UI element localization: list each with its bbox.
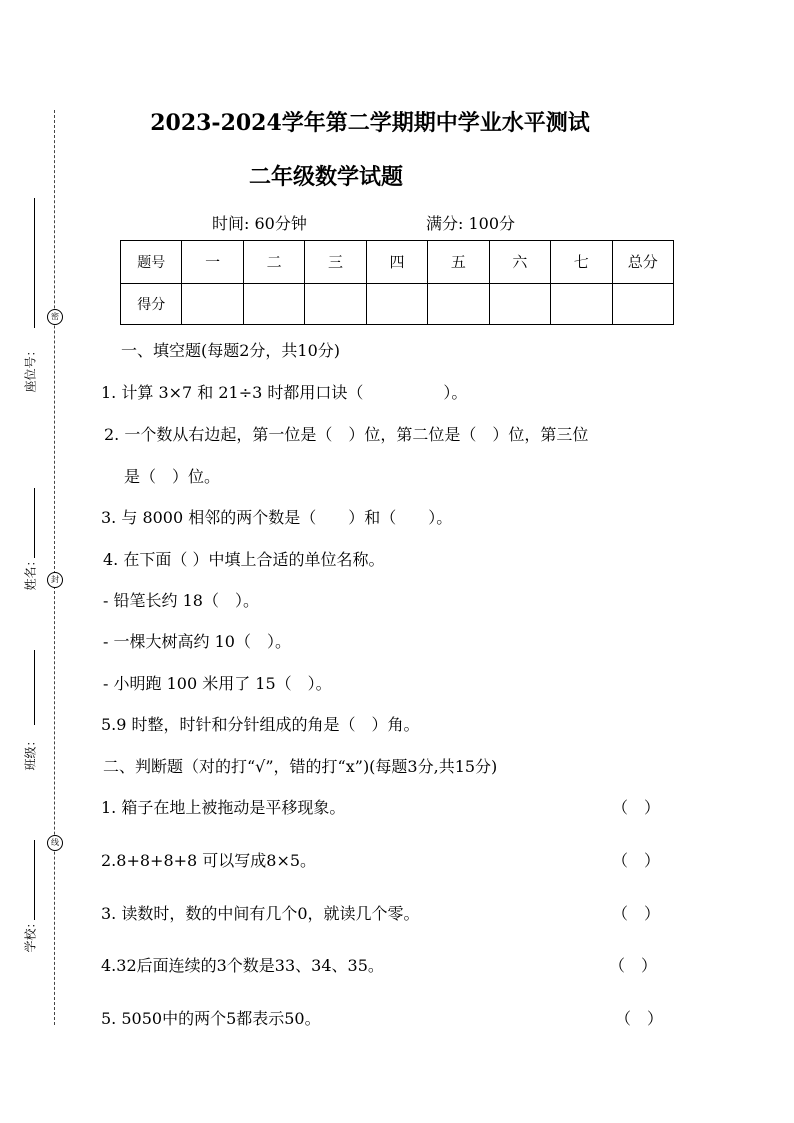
section1-question-4: 4. 在下面（ ）中填上合适的单位名称。 — [103, 550, 385, 569]
exam-subtitle: 二年级数学试题 — [248, 164, 403, 190]
section1-heading: 一、填空题(每题2分，共10分) — [121, 341, 341, 360]
section1-question-4b: - 一棵大树高约 10（ ）。 — [103, 632, 291, 651]
score-input-cell[interactable] — [551, 283, 612, 324]
binding-dashed-line — [54, 110, 55, 1025]
table-cell: 总分 — [612, 241, 674, 284]
score-input-cell[interactable] — [182, 283, 243, 324]
score-input-cell[interactable] — [428, 283, 489, 324]
section1-question-2-line1: 2. 一个数从右边起，第一位是（ ）位，第二位是（ ）位，第三位 — [104, 425, 589, 444]
answer-paren[interactable]: （ ） — [612, 851, 661, 870]
answer-paren[interactable]: （ ） — [612, 904, 661, 923]
seal-mark-feng: 封 — [47, 572, 63, 588]
section1-question-4a: - 铅笔长约 18（ ）。 — [103, 591, 259, 610]
section1-question-1: 1. 计算 3×7 和 21÷3 时都用口诀（ ）。 — [101, 383, 468, 402]
score-table-header-row — [121, 241, 674, 284]
table-cell: 题号 — [121, 241, 182, 284]
section1-question-3: 3. 与 8000 相邻的两个数是（ ）和（ ）。 — [101, 508, 453, 527]
section2-question-1: 1. 箱子在地上被拖动是平移现象。 — [101, 798, 346, 817]
table-cell: 五 — [428, 241, 489, 284]
exam-full-score: 满分: 100分 — [426, 214, 516, 233]
name-fill-line — [34, 488, 35, 558]
table-cell: 一 — [182, 241, 243, 284]
seal-mark-xian: 线 — [47, 835, 63, 851]
table-cell: 四 — [366, 241, 427, 284]
score-input-cell[interactable] — [243, 283, 304, 324]
section1-question-4c: - 小明跑 100 米用了 15（ ）。 — [103, 674, 332, 693]
table-cell: 七 — [551, 241, 612, 284]
exam-time: 时间: 60分钟 — [212, 214, 307, 233]
score-table-score-row — [121, 283, 674, 324]
score-input-cell[interactable] — [305, 283, 366, 324]
section2-question-5: 5. 5050中的两个5都表示50。 — [101, 1009, 321, 1028]
class-fill-line — [34, 650, 35, 725]
seat-label: 座位号： — [23, 344, 38, 393]
score-input-cell[interactable] — [489, 283, 550, 324]
answer-paren[interactable]: （ ） — [609, 956, 658, 975]
section1-question-5: 5.9 时整，时针和分针组成的角是（ ）角。 — [101, 715, 420, 734]
seal-mark-mi: 密 — [47, 309, 63, 325]
answer-paren[interactable]: （ ） — [612, 798, 661, 817]
score-table — [120, 240, 674, 325]
section2-question-3: 3. 读数时，数的中间有几个0，就读几个零。 — [101, 904, 420, 923]
class-label: 班级： — [23, 734, 38, 771]
school-label: 学校： — [23, 916, 38, 953]
section2-question-2: 2.8+8+8+8 可以写成8×5。 — [101, 851, 317, 870]
score-input-cell[interactable] — [612, 283, 674, 324]
score-input-cell[interactable] — [366, 283, 427, 324]
answer-paren[interactable]: （ ） — [615, 1009, 664, 1028]
section2-heading: 二、判断题（对的打“√”，错的打“x”)(每题3分,共15分) — [103, 757, 498, 776]
table-cell: 得分 — [121, 283, 182, 324]
school-fill-line — [34, 840, 35, 920]
seat-fill-line — [34, 198, 35, 328]
section2-question-4: 4.32后面连续的3个数是33、34、35。 — [101, 956, 384, 975]
name-label: 姓名： — [23, 554, 38, 591]
section1-question-2-line2: 是（ ）位。 — [124, 467, 221, 486]
table-cell: 二 — [243, 241, 304, 284]
exam-title: 2023-2024学年第二学期期中学业水平测试 — [150, 110, 590, 136]
table-cell: 三 — [305, 241, 366, 284]
table-cell: 六 — [489, 241, 550, 284]
